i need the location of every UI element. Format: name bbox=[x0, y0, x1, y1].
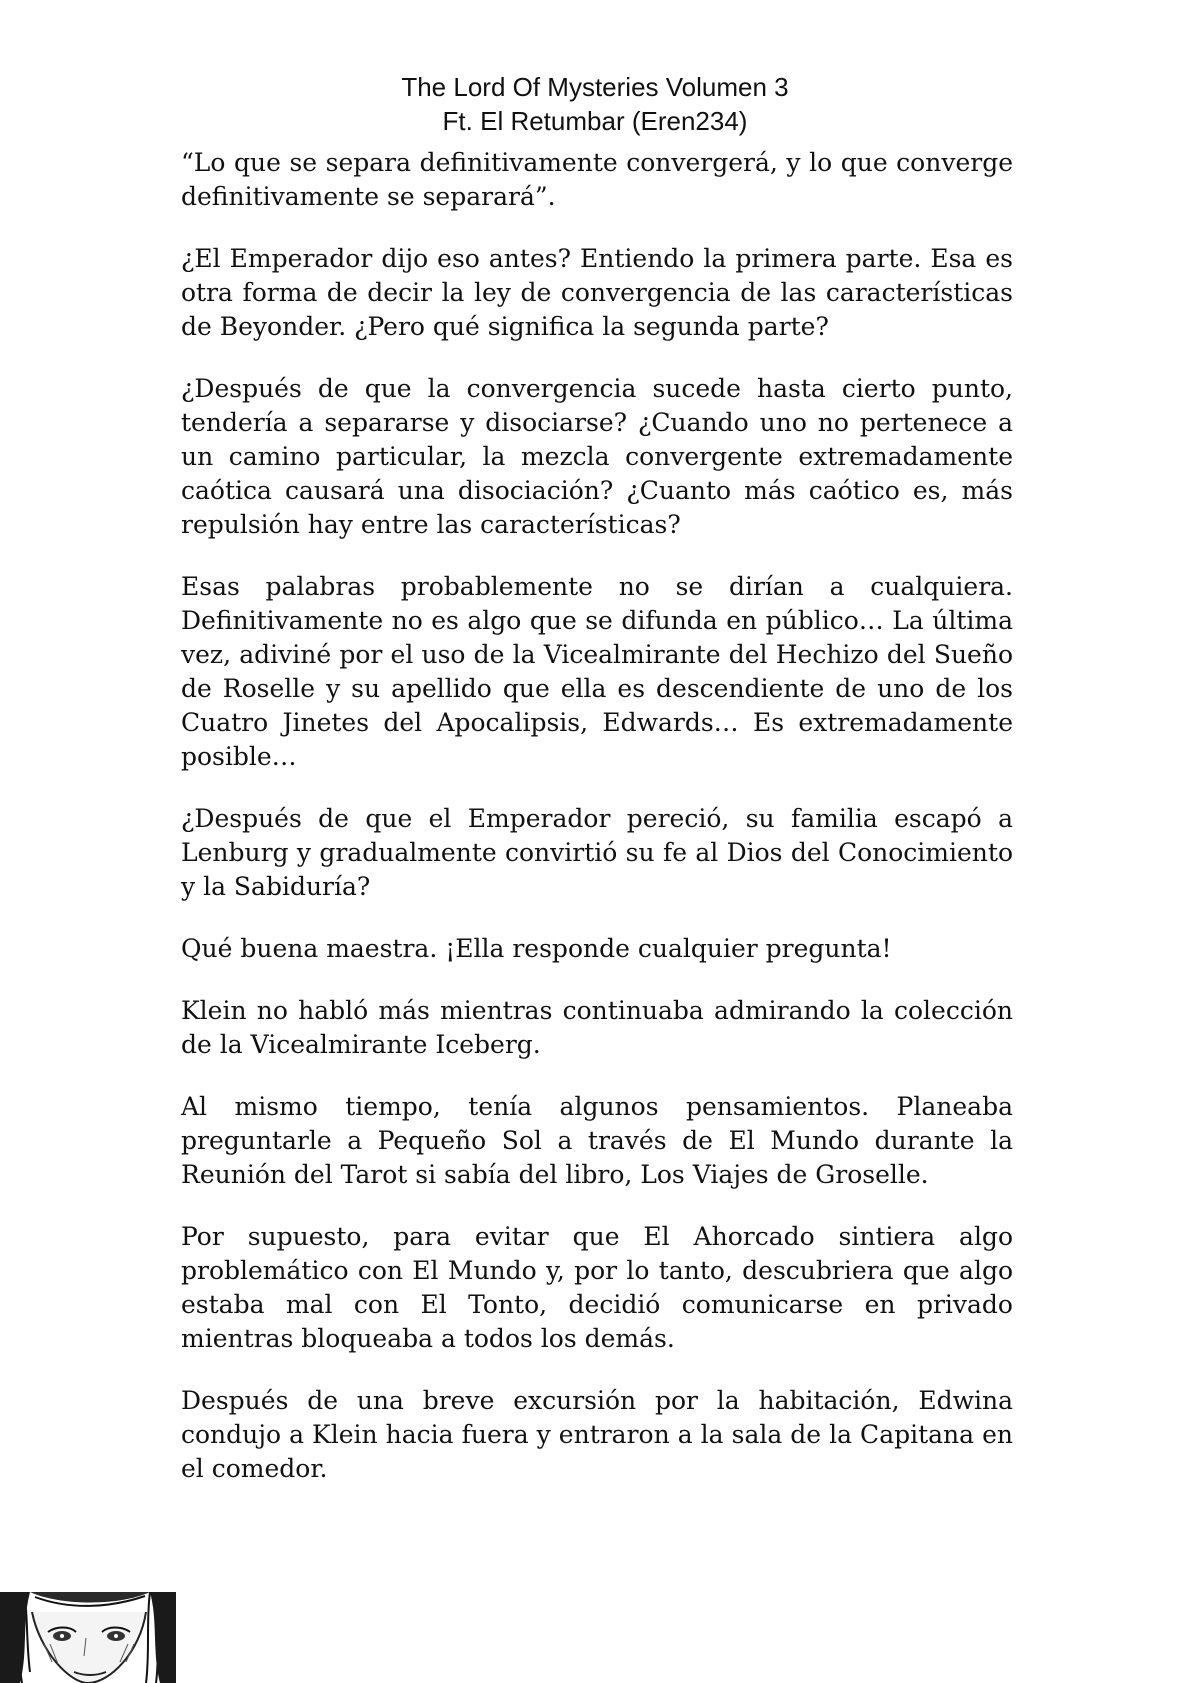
book-title: The Lord Of Mysteries Volumen 3 bbox=[401, 72, 789, 102]
paragraph-10: Después de una breve excursión por la habitación, Edwina condujo a Klein hacia fuera y entraron a la sala de la Capitana en el comedor. bbox=[181, 1386, 1013, 1483]
paragraph-5: ¿Después de que el Emperador pereció, su familia escapó a Lenburg y gradualmente convirtió su fe al Dios del Conocimiento y la Sabiduría? bbox=[181, 804, 1013, 901]
paragraph-7: Klein no habló más mientras continuaba admirando la colección de la Vicealmirante Iceberg. bbox=[181, 996, 1013, 1059]
paragraph-9: Por supuesto, para evitar que El Ahorcado sintiera algo problemático con El Mundo y, por lo tanto, descubriera que algo estaba mal con El Tonto, decidió comunicarse en privado mientras bloqueaba a todos los demás. bbox=[181, 1222, 1013, 1353]
page-header bbox=[0, 70, 1190, 138]
manga-character-portrait-icon bbox=[0, 1592, 176, 1683]
paragraph-8: Al mismo tiempo, tenía algunos pensamientos. Planeaba preguntarle a Pequeño Sol a través de El Mundo durante la Reunión del Tarot si sabía del libro, Los Viajes de Groselle. bbox=[181, 1092, 1013, 1189]
paragraph-2: ¿El Emperador dijo eso antes? Entiendo la primera parte. Esa es otra forma de decir la ley de convergencia de las características de Beyonder. ¿Pero qué significa la segunda parte? bbox=[181, 244, 1013, 341]
translator-credit: Ft. El Retumbar (Eren234) bbox=[442, 106, 748, 136]
paragraph-1: “Lo que se separa definitivamente convergerá, y lo que converge definitivamente se separará”. bbox=[181, 148, 1013, 211]
paragraph-3: ¿Después de que la convergencia sucede hasta cierto punto, tendería a separarse y disociarse? ¿Cuando uno no pertenece a un camino particular, la mezcla convergente extremadamente caótica causará una disociación? ¿Cuanto más caótico es, más repulsión hay entre las características? bbox=[181, 374, 1013, 539]
paragraph-4: Esas palabras probablemente no se dirían a cualquiera. Definitivamente no es algo que se difunda en público… La última vez, adiviné por el uso de la Vicealmirante del Hechizo del Sueño de Roselle y su apellido que ella es descendiente de uno de los Cuatro Jinetes del Apocalipsis, Edwards… Es extremadamente posible… bbox=[181, 572, 1013, 771]
body-text bbox=[181, 146, 1013, 1514]
paragraph-6: Qué buena maestra. ¡Ella responde cualquier pregunta! bbox=[181, 934, 892, 963]
